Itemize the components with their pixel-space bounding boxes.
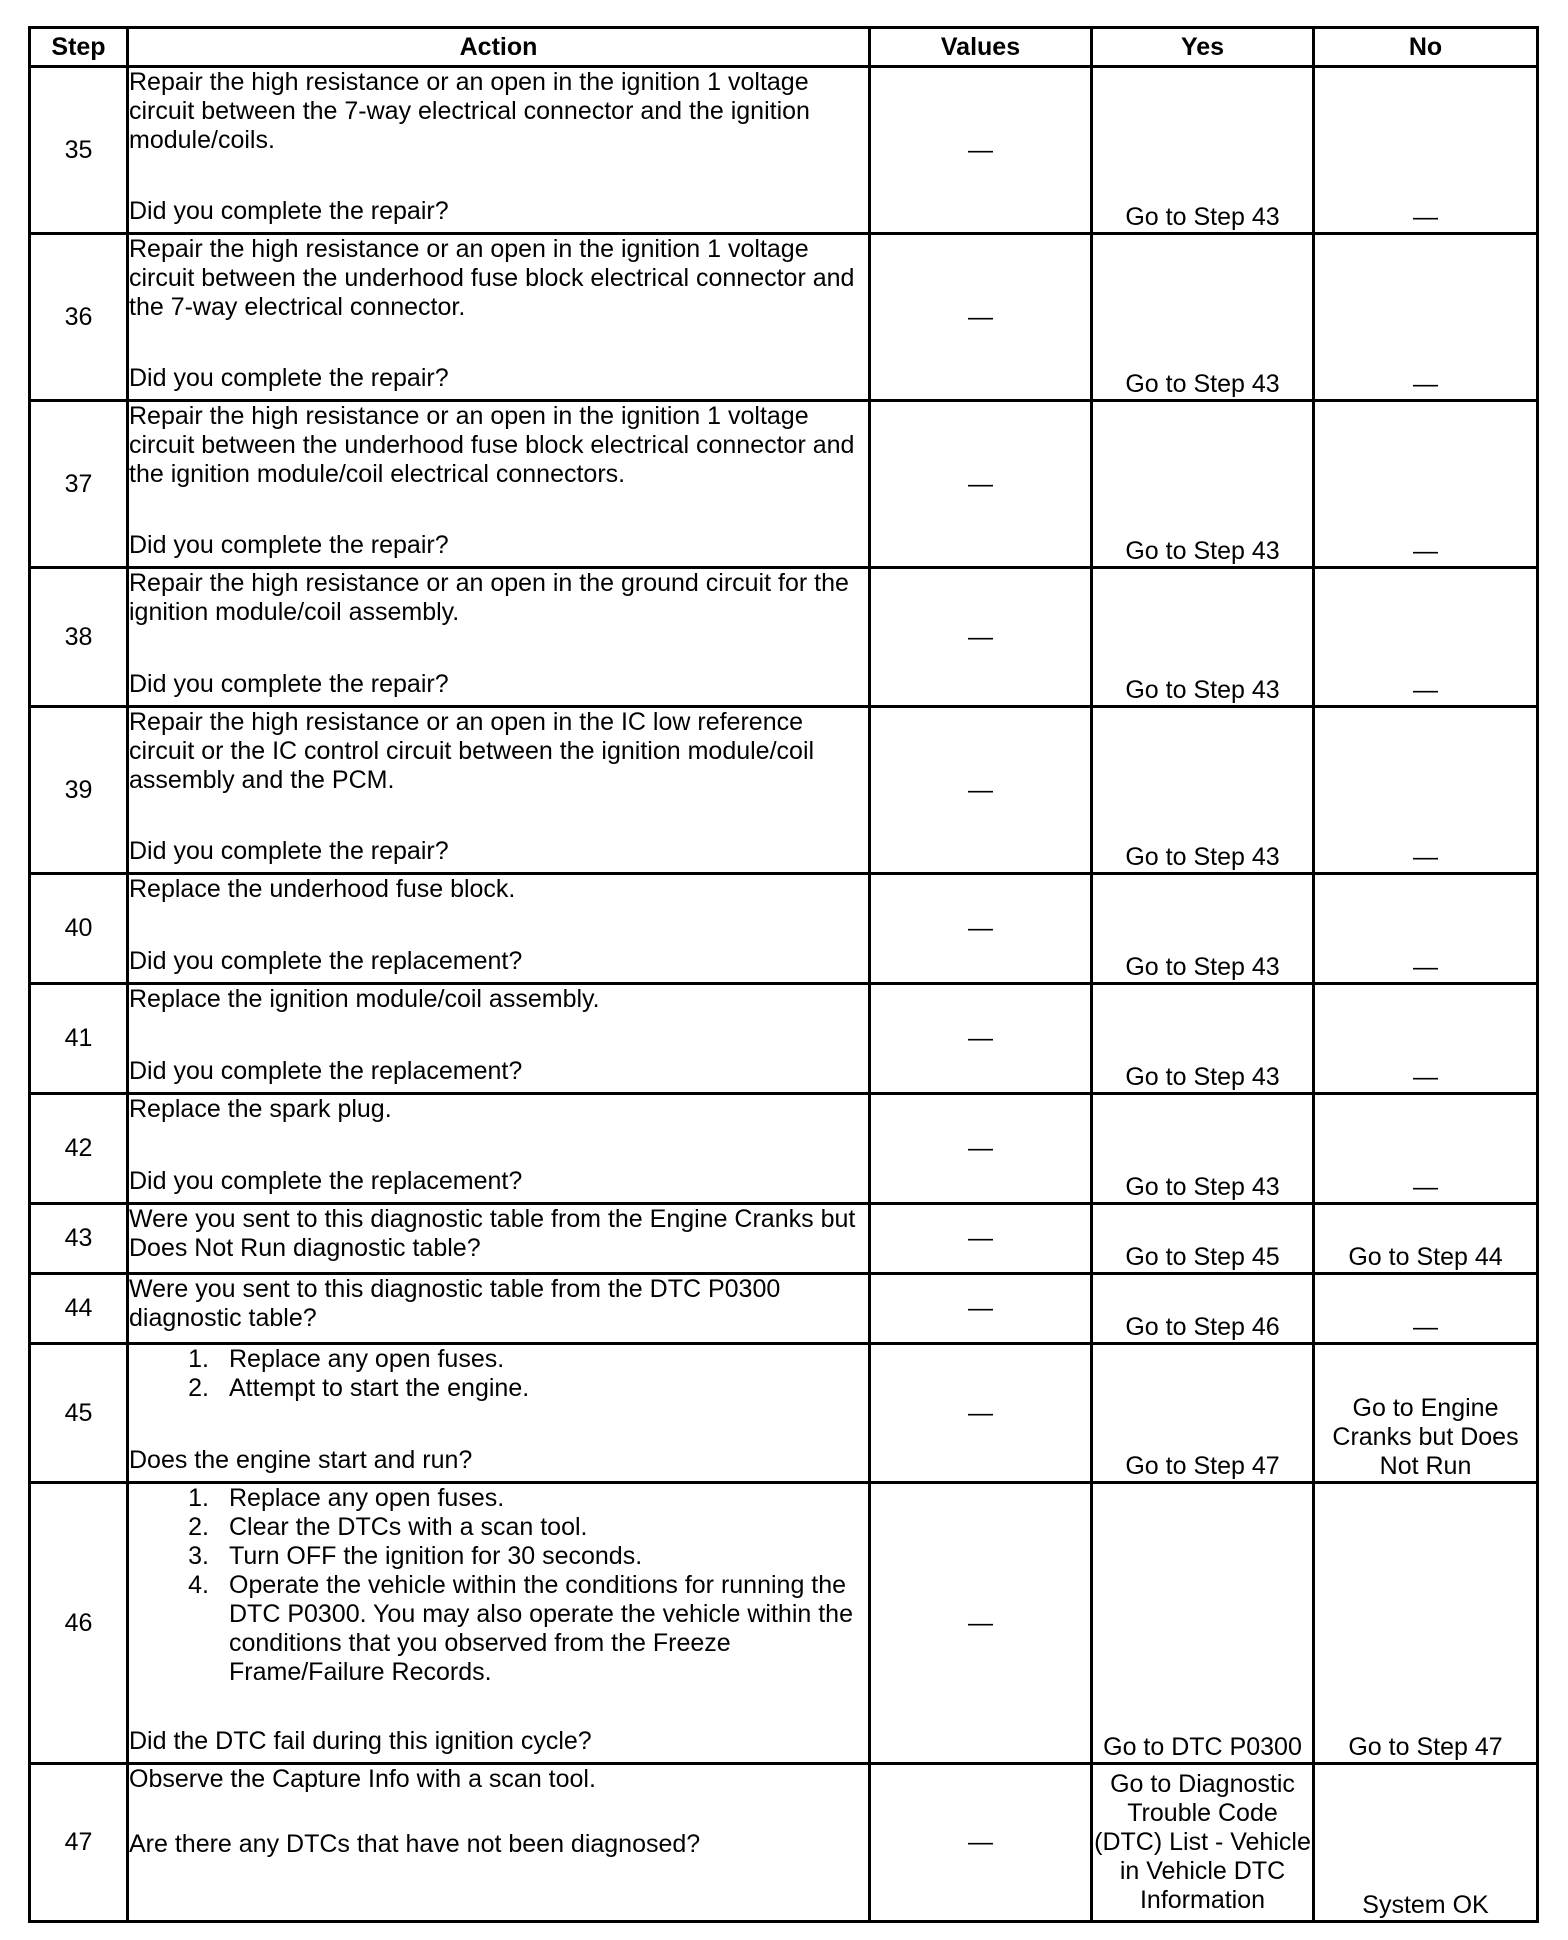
yes-link[interactable]: Go to Step 43 (1092, 67, 1314, 234)
header-values: Values (870, 28, 1092, 67)
header-no: No (1314, 28, 1538, 67)
action-text: Repair the high resistance or an open in the ignition 1 voltage circuit between the underhood fuse block electrical connector and the 7-way electrical connector. (129, 235, 855, 321)
action-question: Are there any DTCs that have not been diagnosed? (129, 1830, 701, 1858)
list-item: 1. Replace any open fuses. (188, 1345, 505, 1373)
values-cell: — (870, 707, 1092, 874)
table-row (30, 234, 1538, 401)
step-number: 43 (30, 1204, 128, 1274)
yes-link[interactable]: Go to Step 45 (1092, 1204, 1314, 1274)
action-text: Replace the spark plug. (129, 1095, 392, 1123)
step-number: 45 (30, 1344, 128, 1483)
yes-link[interactable]: Go to Step 46 (1092, 1274, 1314, 1344)
values-cell: — (870, 234, 1092, 401)
no-cell: — (1314, 401, 1538, 568)
action-text: Repair the high resistance or an open in the IC low reference circuit or the IC control circuit between the ignition module/coil assembly and the PCM. (129, 708, 815, 794)
action-question: Did you complete the repair? (129, 197, 449, 225)
action-text: Observe the Capture Info with a scan tool. (129, 1765, 596, 1793)
header-action: Action (128, 28, 870, 67)
step-number: 42 (30, 1094, 128, 1204)
table-row (30, 1274, 1538, 1344)
yes-link[interactable]: Go to DTC P0300 (1092, 1483, 1314, 1764)
action-cell: Were you sent to this diagnostic table from the DTC P0300 diagnostic table? (128, 1274, 870, 1344)
step-number: 36 (30, 234, 128, 401)
diagnostic-table (28, 26, 1539, 1923)
action-cell (128, 401, 870, 568)
no-cell: System OK (1314, 1764, 1538, 1922)
values-cell: — (870, 1094, 1092, 1204)
table-row (30, 707, 1538, 874)
action-cell: Were you sent to this diagnostic table from the Engine Cranks but Does Not Run diagnostic table? (128, 1204, 870, 1274)
table-row (30, 568, 1538, 707)
action-question: Did the DTC fail during this ignition cycle? (129, 1727, 592, 1755)
values-cell: — (870, 1764, 1092, 1922)
action-text: Replace the ignition module/coil assembly. (129, 985, 600, 1013)
action-cell (128, 1764, 870, 1922)
action-question: Did you complete the repair? (129, 531, 449, 559)
no-cell: — (1314, 234, 1538, 401)
yes-link[interactable]: Go to Step 43 (1092, 1094, 1314, 1204)
action-steps-list (129, 1345, 868, 1403)
table-row (30, 401, 1538, 568)
list-item: 1. Replace any open fuses. (188, 1484, 505, 1512)
action-cell (128, 1483, 870, 1764)
action-cell (128, 874, 870, 984)
yes-link[interactable]: Go to Diagnostic Trouble Code (DTC) List - Vehicle in Vehicle DTC Information (1092, 1764, 1314, 1922)
step-number: 38 (30, 568, 128, 707)
yes-link[interactable]: Go to Step 43 (1092, 234, 1314, 401)
action-text: Replace the underhood fuse block. (129, 875, 516, 903)
no-link[interactable]: Go to Step 47 (1314, 1483, 1538, 1764)
step-number: 41 (30, 984, 128, 1094)
step-number: 39 (30, 707, 128, 874)
table-row (30, 1764, 1538, 1922)
action-question: Does the engine start and run? (129, 1446, 473, 1474)
values-cell: — (870, 1274, 1092, 1344)
values-cell: — (870, 1204, 1092, 1274)
no-cell: — (1314, 874, 1538, 984)
table-row (30, 67, 1538, 234)
no-cell: — (1314, 707, 1538, 874)
values-cell: — (870, 1483, 1092, 1764)
action-cell (128, 1344, 870, 1483)
action-text: Repair the high resistance or an open in the ground circuit for the ignition module/coil assembly. (129, 569, 849, 626)
action-steps-list (129, 1484, 868, 1687)
step-number: 40 (30, 874, 128, 984)
action-question: Did you complete the replacement? (129, 1167, 523, 1195)
header-step: Step (30, 28, 128, 67)
yes-link[interactable]: Go to Step 43 (1092, 984, 1314, 1094)
header-yes: Yes (1092, 28, 1314, 67)
values-cell: — (870, 1344, 1092, 1483)
values-cell: — (870, 984, 1092, 1094)
no-cell: — (1314, 568, 1538, 707)
list-item: 2. Clear the DTCs with a scan tool. (188, 1513, 588, 1541)
action-question: Did you complete the replacement? (129, 947, 523, 975)
table-row (30, 1094, 1538, 1204)
action-cell (128, 234, 870, 401)
table-row (30, 874, 1538, 984)
table-header-row (30, 28, 1538, 67)
yes-link[interactable]: Go to Step 47 (1092, 1344, 1314, 1483)
yes-link[interactable]: Go to Step 43 (1092, 707, 1314, 874)
no-cell: — (1314, 984, 1538, 1094)
step-number: 44 (30, 1274, 128, 1344)
table-row (30, 984, 1538, 1094)
action-text: Repair the high resistance or an open in the ignition 1 voltage circuit between the 7-way electrical connector and the ignition module/coils. (129, 68, 810, 154)
yes-link[interactable]: Go to Step 43 (1092, 568, 1314, 707)
action-cell (128, 1094, 870, 1204)
values-cell: — (870, 874, 1092, 984)
no-cell: — (1314, 1274, 1538, 1344)
step-number: 37 (30, 401, 128, 568)
no-cell: — (1314, 67, 1538, 234)
table-row (30, 1204, 1538, 1274)
action-text: Repair the high resistance or an open in the ignition 1 voltage circuit between the underhood fuse block electrical connector and the ignition module/coil electrical connectors. (129, 402, 855, 488)
values-cell: — (870, 568, 1092, 707)
step-number: 46 (30, 1483, 128, 1764)
yes-link[interactable]: Go to Step 43 (1092, 401, 1314, 568)
table-row (30, 1344, 1538, 1483)
list-item: 4. Operate the vehicle within the conditions for running the DTC P0300. You may also operate the vehicle within the conditions that you observed from the Freeze Frame/Failure Records. (188, 1571, 853, 1686)
action-cell (128, 568, 870, 707)
table-row (30, 1483, 1538, 1764)
action-question: Did you complete the repair? (129, 670, 449, 698)
action-question: Did you complete the repair? (129, 364, 449, 392)
action-question: Did you complete the replacement? (129, 1057, 523, 1085)
list-item: 2. Attempt to start the engine. (188, 1374, 530, 1402)
action-cell (128, 984, 870, 1094)
no-link[interactable]: Go to Step 44 (1314, 1204, 1538, 1274)
yes-link[interactable]: Go to Step 43 (1092, 874, 1314, 984)
step-number: 35 (30, 67, 128, 234)
action-cell (128, 67, 870, 234)
values-cell: — (870, 401, 1092, 568)
step-number: 47 (30, 1764, 128, 1922)
action-question: Did you complete the repair? (129, 837, 449, 865)
action-cell (128, 707, 870, 874)
list-item: 3. Turn OFF the ignition for 30 seconds. (188, 1542, 643, 1570)
values-cell: — (870, 67, 1092, 234)
no-link[interactable]: Go to Engine Cranks but Does Not Run (1314, 1344, 1538, 1483)
no-cell: — (1314, 1094, 1538, 1204)
